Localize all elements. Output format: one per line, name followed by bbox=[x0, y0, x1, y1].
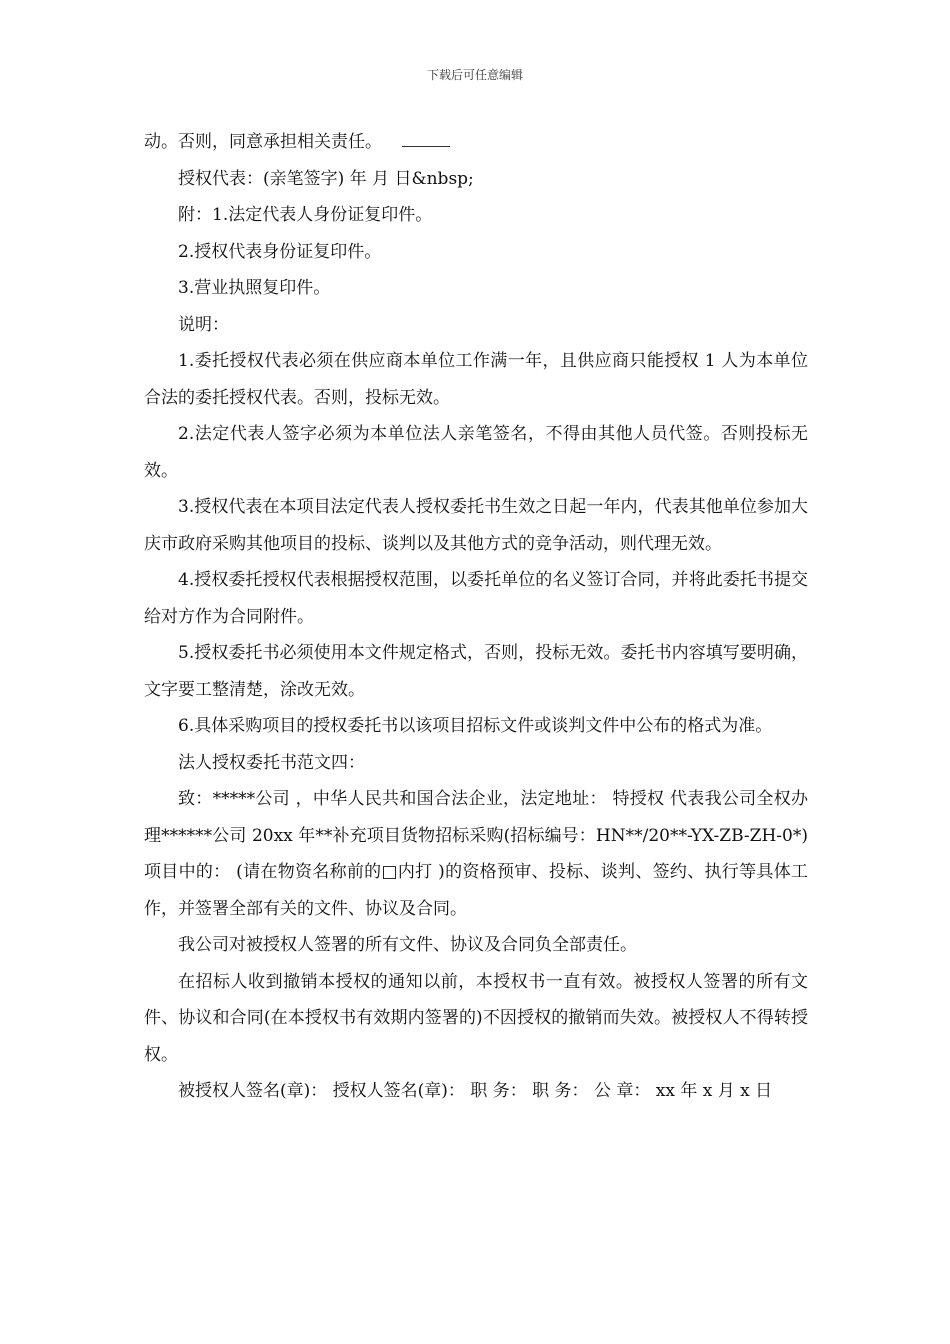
document-body bbox=[144, 124, 808, 1110]
section-title: 法人授权委托书范文四： bbox=[178, 752, 365, 773]
signature-blank bbox=[402, 128, 450, 147]
paragraph-text: 动。否则，同意承担相关责任。 bbox=[144, 132, 382, 152]
paragraph: 4.授权委托授权代表根据授权范围，以委托单位的名义签订合同，并将此委托书提交给对方作为合同附件。 bbox=[144, 570, 808, 627]
paragraph: 5.授权委托书必须使用本文件规定格式，否则，投标无效。委托书内容填写要明确，文字要工整清楚，涂改无效。 bbox=[144, 643, 808, 700]
paragraph: 2.授权代表身份证复印件。 bbox=[178, 241, 382, 262]
paragraph bbox=[144, 124, 808, 161]
paragraph: 6.具体采购项目的授权委托书以该项目招标文件或谈判文件中公布的格式为准。 bbox=[178, 716, 773, 736]
paragraph: 2.法定代表人签字必须为本单位法人亲笔签名，不得由其他人员代签。否则投标无效。 bbox=[144, 424, 808, 481]
signature-line: 被授权人签名(章)： 授权人签名(章)： 职 务： 职 务： 公 章： xx 年 x 月 x 日 bbox=[178, 1081, 773, 1101]
paragraph: 3.授权代表在本项目法定代表人授权委托书生效之日起一年内，代表其他单位参加大庆市政府采购其他项目的投标、谈判以及其他方式的竞争活动，则代理无效。 bbox=[144, 497, 808, 554]
paragraph: 说明： bbox=[178, 314, 229, 335]
paragraph: 附：1.法定代表人身份证复印件。 bbox=[178, 205, 433, 225]
page-header-note: 下载后可任意编辑 bbox=[426, 68, 523, 82]
paragraph: 授权代表：(亲笔签字) 年 月 日&nbsp; bbox=[178, 168, 474, 189]
paragraph: 在招标人收到撤销本授权的通知以前，本授权书一直有效。被授权人签署的所有文件、协议和合同(在本授权书有效期内签署的)不因授权的撤销而失效。被授权人不得转授权。 bbox=[144, 971, 808, 1065]
paragraph: 1.委托授权代表必须在供应商本单位工作满一年，且供应商只能授权 1 人为本单位合法的委托授权代表。否则，投标无效。 bbox=[144, 351, 808, 408]
paragraph: 致：*****公司 ，中华人民共和国合法企业，法定地址： 特授权 代表我公司全权办理******公司 20xx 年**补充项目货物招标采购(招标编号：HN**/20**-YX-ZB-ZH-0*)项目中的： (请在物资名称前的□内打 )的资格预审、投标、谈判、签约、执行等具体工作，并签署全部有关的文件、协议及合同。 bbox=[144, 789, 808, 919]
paragraph: 3.营业执照复印件。 bbox=[178, 278, 331, 298]
paragraph: 我公司对被授权人签署的所有文件、协议及合同负全部责任。 bbox=[178, 935, 637, 955]
